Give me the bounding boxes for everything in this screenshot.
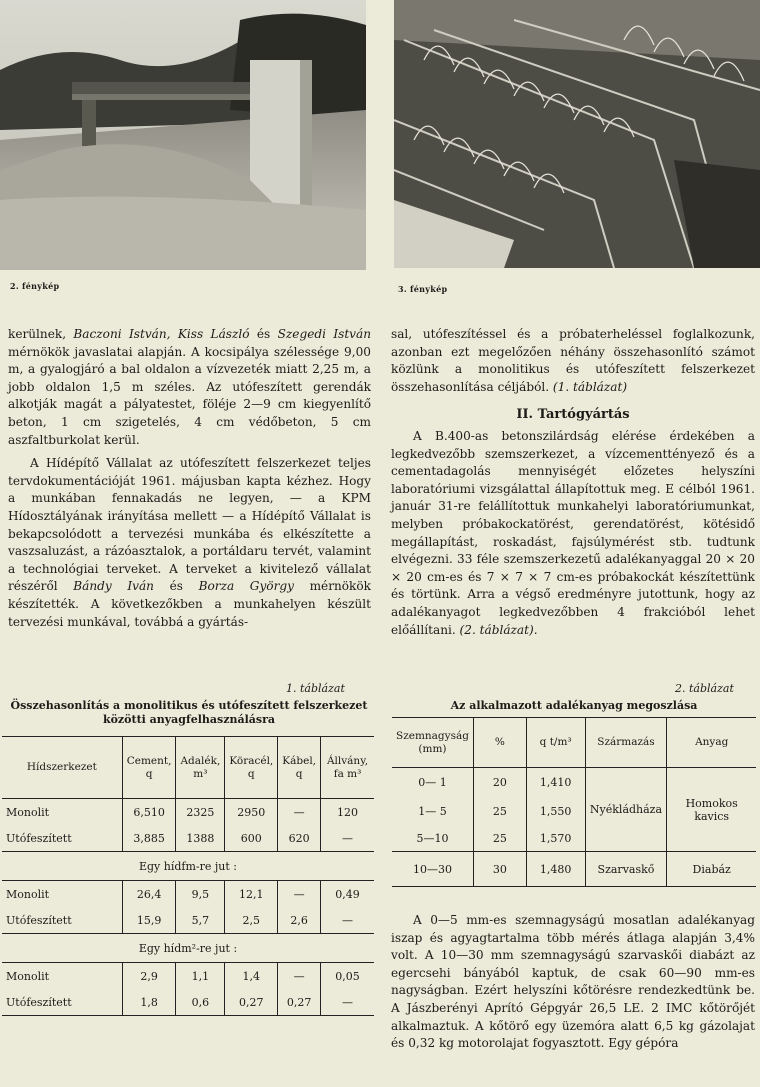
table-cell: — bbox=[321, 907, 374, 934]
right-column-text bbox=[391, 326, 755, 639]
table-row bbox=[2, 963, 374, 990]
right-column-lower-text bbox=[391, 912, 755, 1053]
text: és bbox=[249, 327, 278, 341]
table-row bbox=[392, 768, 756, 798]
text: mérnökök készítették. A következőkben a munkahelyen készült tervezési munkával, továbbá a gyártás- bbox=[8, 579, 371, 629]
table1-title bbox=[4, 699, 374, 727]
paragraph bbox=[391, 428, 755, 639]
table-cell: 25 bbox=[473, 798, 526, 826]
table2-header: Anyag bbox=[667, 718, 756, 768]
table-cell: 0— 1 bbox=[418, 776, 447, 790]
table-cell: Utófeszített bbox=[6, 831, 72, 845]
table-cell: — bbox=[278, 963, 321, 990]
table-reference: (2. táblázat). bbox=[459, 622, 538, 637]
photo-rebar-cages bbox=[394, 0, 760, 268]
table-cell: 5—10 bbox=[416, 831, 449, 845]
table2-header: Származás bbox=[585, 718, 667, 768]
table-row bbox=[392, 852, 756, 887]
paragraph bbox=[8, 326, 371, 449]
table-cell: 2950 bbox=[225, 799, 278, 826]
table-cell: Szarvaskő bbox=[585, 852, 667, 887]
text: A Hídépítő Vállalat az utófeszített felszerkezet teljes tervdokumentációját 1961. májusban kapta kézhez. Hogy a munkában fennakadás ne legyen, — a KPM Hídosztályának irányítása mellett — a Hídépítő Vállalat is bekapcsolódott a tervezési munkába és elkészítette a vaszsaluzást, a rázóasztalok, a portáldaru tervét, valamint a technológiai terveket. A terveket a kivitelező vállalat részéről bbox=[8, 456, 371, 594]
table-cell: Monolit bbox=[2, 963, 122, 990]
text: mérnökök javaslatai alapján. A kocsipálya szélessége 9,00 m, a gyalogjáró a bal oldalon a vízvezeték miatt 2,25 m, a jobb oldalon 1,5 m széles. Az utófeszített gerendák alkotják magát a pályatestet, föléje 2—9 cm kiegyenlítő beton, 1 cm szigetelés, 4 cm védőbeton, 5 cm aszfaltburkolat kerül. bbox=[8, 344, 371, 447]
table-cell: 0,27 bbox=[225, 989, 278, 1016]
table-row bbox=[2, 881, 374, 908]
table-cell: 1,570 bbox=[526, 826, 585, 852]
table-cell: — bbox=[278, 799, 321, 826]
section-title: II. Tartógyártás bbox=[516, 407, 630, 423]
table-row bbox=[2, 799, 374, 826]
table2 bbox=[392, 717, 756, 887]
table1-title-line: Összehasonlítás a monolitikus és utófeszített felszerkezet bbox=[10, 699, 368, 712]
table-reference: (1. táblázat) bbox=[552, 379, 628, 394]
table1-header: Cement, q bbox=[122, 737, 176, 799]
table-cell: 2,5 bbox=[225, 907, 278, 934]
table-cell: 620 bbox=[278, 825, 321, 852]
table2-number: 2. táblázat bbox=[675, 682, 734, 695]
text: A B.400-as betonszilárdság elérése érdekében a legkedvezőbb szemszerkezet, a vízcementtényező és a cementadagolás mennyiségét előzetes helyszíni laboratóriumi vizsgálattal állapítottuk meg. E célból 1961. január 31-re felállítottuk munkahelyi laboratóriumunkat, melyben próbakockatörést, gerendatörést, kötésidő megállapítást, roskadást, fajsúlymérést stb. tudtunk elvégezni. 33 féle szemszerkezetű adalékanyaggal 20 × 20 × 20 cm-es és 7 × 7 × 7 cm-es próbakockát készítettünk és törtünk. Arra a végső eredményre jutottunk, hogy az adalékanyagot legkedvezőbben 4 frakcióból lehet előállítani. bbox=[391, 428, 755, 637]
table-cell: 1,410 bbox=[526, 768, 585, 798]
table1-header: Köracél, q bbox=[225, 737, 278, 799]
table1-subheader: Egy hídm²-re jut : bbox=[2, 934, 374, 963]
table2-header: % bbox=[473, 718, 526, 768]
table2-header: q t/m³ bbox=[526, 718, 585, 768]
table-row bbox=[2, 989, 374, 1016]
paragraph: A 0—5 mm-es szemnagyságú mosatlan adalékanyag iszap és agyagtartalma több mérés átlaga alapján 3,4% volt. A 10—30 mm szemnagyságú szarvaskői diabázt az egercsehi bányából kaptuk, de csak 60—90 mm-es nagyságban. Ezért helyszíni kőtörésre rendezkedtünk be. A Jászberényi Aprító Gépgyár 26,5 LE. 2 IMC kőtörőjét alkalmaztuk. A kőtörő egy üzemóra alatt 6,5 kg gázolajat és 0,32 kg motorolajat fogyasztott. Egy gépóra bbox=[391, 913, 755, 1051]
table-cell: 600 bbox=[225, 825, 278, 852]
table2-title: Az alkalmazott adalékanyag megoszlása bbox=[450, 699, 698, 712]
table-cell: — bbox=[278, 881, 321, 908]
table-cell: 0,6 bbox=[176, 989, 225, 1016]
table-cell: 1— 5 bbox=[418, 805, 447, 818]
table-cell: 2,9 bbox=[122, 963, 176, 990]
table-cell: 25 bbox=[473, 826, 526, 852]
table1 bbox=[2, 736, 374, 1016]
table-subheader-row bbox=[2, 852, 374, 881]
table-cell: 2,6 bbox=[278, 907, 321, 934]
table1-title-line: közötti anyagfelhasználásra bbox=[102, 713, 276, 726]
author-names: Szegedi István bbox=[277, 327, 372, 341]
table-cell: Monolit bbox=[2, 881, 122, 908]
table1-header: Adalék, m³ bbox=[176, 737, 225, 799]
table-cell: Homokos kavics bbox=[667, 768, 756, 852]
table-cell: — bbox=[321, 989, 374, 1016]
table-row bbox=[2, 907, 374, 934]
table-cell: 9,5 bbox=[176, 881, 225, 908]
table-cell: 0,05 bbox=[321, 963, 374, 990]
text: kerülnek, bbox=[8, 327, 74, 341]
table-cell: 6,510 bbox=[122, 799, 176, 826]
table-cell: Utófeszített bbox=[6, 913, 72, 927]
table-cell: 30 bbox=[473, 852, 526, 887]
table-cell: 10—30 bbox=[392, 852, 473, 887]
table-cell: 1,8 bbox=[122, 989, 176, 1016]
table-cell: 5,7 bbox=[176, 907, 225, 934]
author-names: Baczoni István, Kiss László bbox=[73, 327, 250, 341]
table-cell: 1,550 bbox=[526, 798, 585, 826]
table-cell: Monolit bbox=[6, 805, 50, 819]
table-cell: 20 bbox=[473, 768, 526, 798]
table1-header: Hídszerkezet bbox=[2, 737, 122, 799]
table1-number: 1. táblázat bbox=[286, 682, 345, 695]
paragraph bbox=[8, 455, 371, 631]
table-cell: 1388 bbox=[176, 825, 225, 852]
table-cell: Diabáz bbox=[667, 852, 756, 887]
table-cell: 26,4 bbox=[122, 881, 176, 908]
table2-header: Szemnagyság (mm) bbox=[392, 718, 473, 768]
table-cell: 120 bbox=[321, 799, 374, 826]
table-cell: 15,9 bbox=[122, 907, 176, 934]
paragraph bbox=[391, 326, 755, 396]
table-cell: 12,1 bbox=[225, 881, 278, 908]
table-cell: 2325 bbox=[176, 799, 225, 826]
table-cell: — bbox=[321, 825, 374, 852]
table-subheader-row bbox=[2, 934, 374, 963]
table1-header: Kábel, q bbox=[278, 737, 321, 799]
table-cell: 0,27 bbox=[278, 989, 321, 1016]
photo-right-caption: 3. fénykép bbox=[398, 284, 448, 294]
author-names: Bándy Iván bbox=[73, 579, 154, 594]
table-cell: 3,885 bbox=[122, 825, 176, 852]
left-column-text bbox=[8, 326, 371, 631]
table1-header: Állvány, fa m³ bbox=[321, 737, 374, 799]
table1-subheader: Egy hídfm-re jut : bbox=[2, 852, 374, 881]
photo-left-caption: 2. fénykép bbox=[10, 281, 60, 291]
table-cell: 1,1 bbox=[176, 963, 225, 990]
table-cell: 1,4 bbox=[225, 963, 278, 990]
table-cell: 0,49 bbox=[321, 881, 374, 908]
photo-bridge-construction bbox=[0, 0, 366, 270]
table-cell: Utófeszített bbox=[6, 995, 72, 1009]
table-cell: 1,480 bbox=[526, 852, 585, 887]
table-row bbox=[2, 825, 374, 852]
table-cell: Nyékládháza bbox=[585, 768, 667, 852]
author-names: Borza György bbox=[198, 579, 294, 594]
text: sal, utófeszítéssel és a próbaterheléssel foglalkozunk, azonban ezt megelőzően néhány összehasonlító számot közlünk a monolitikus és utófeszített felszerkezet összehasonlítása céljából. bbox=[391, 327, 755, 394]
text: és bbox=[153, 579, 199, 594]
